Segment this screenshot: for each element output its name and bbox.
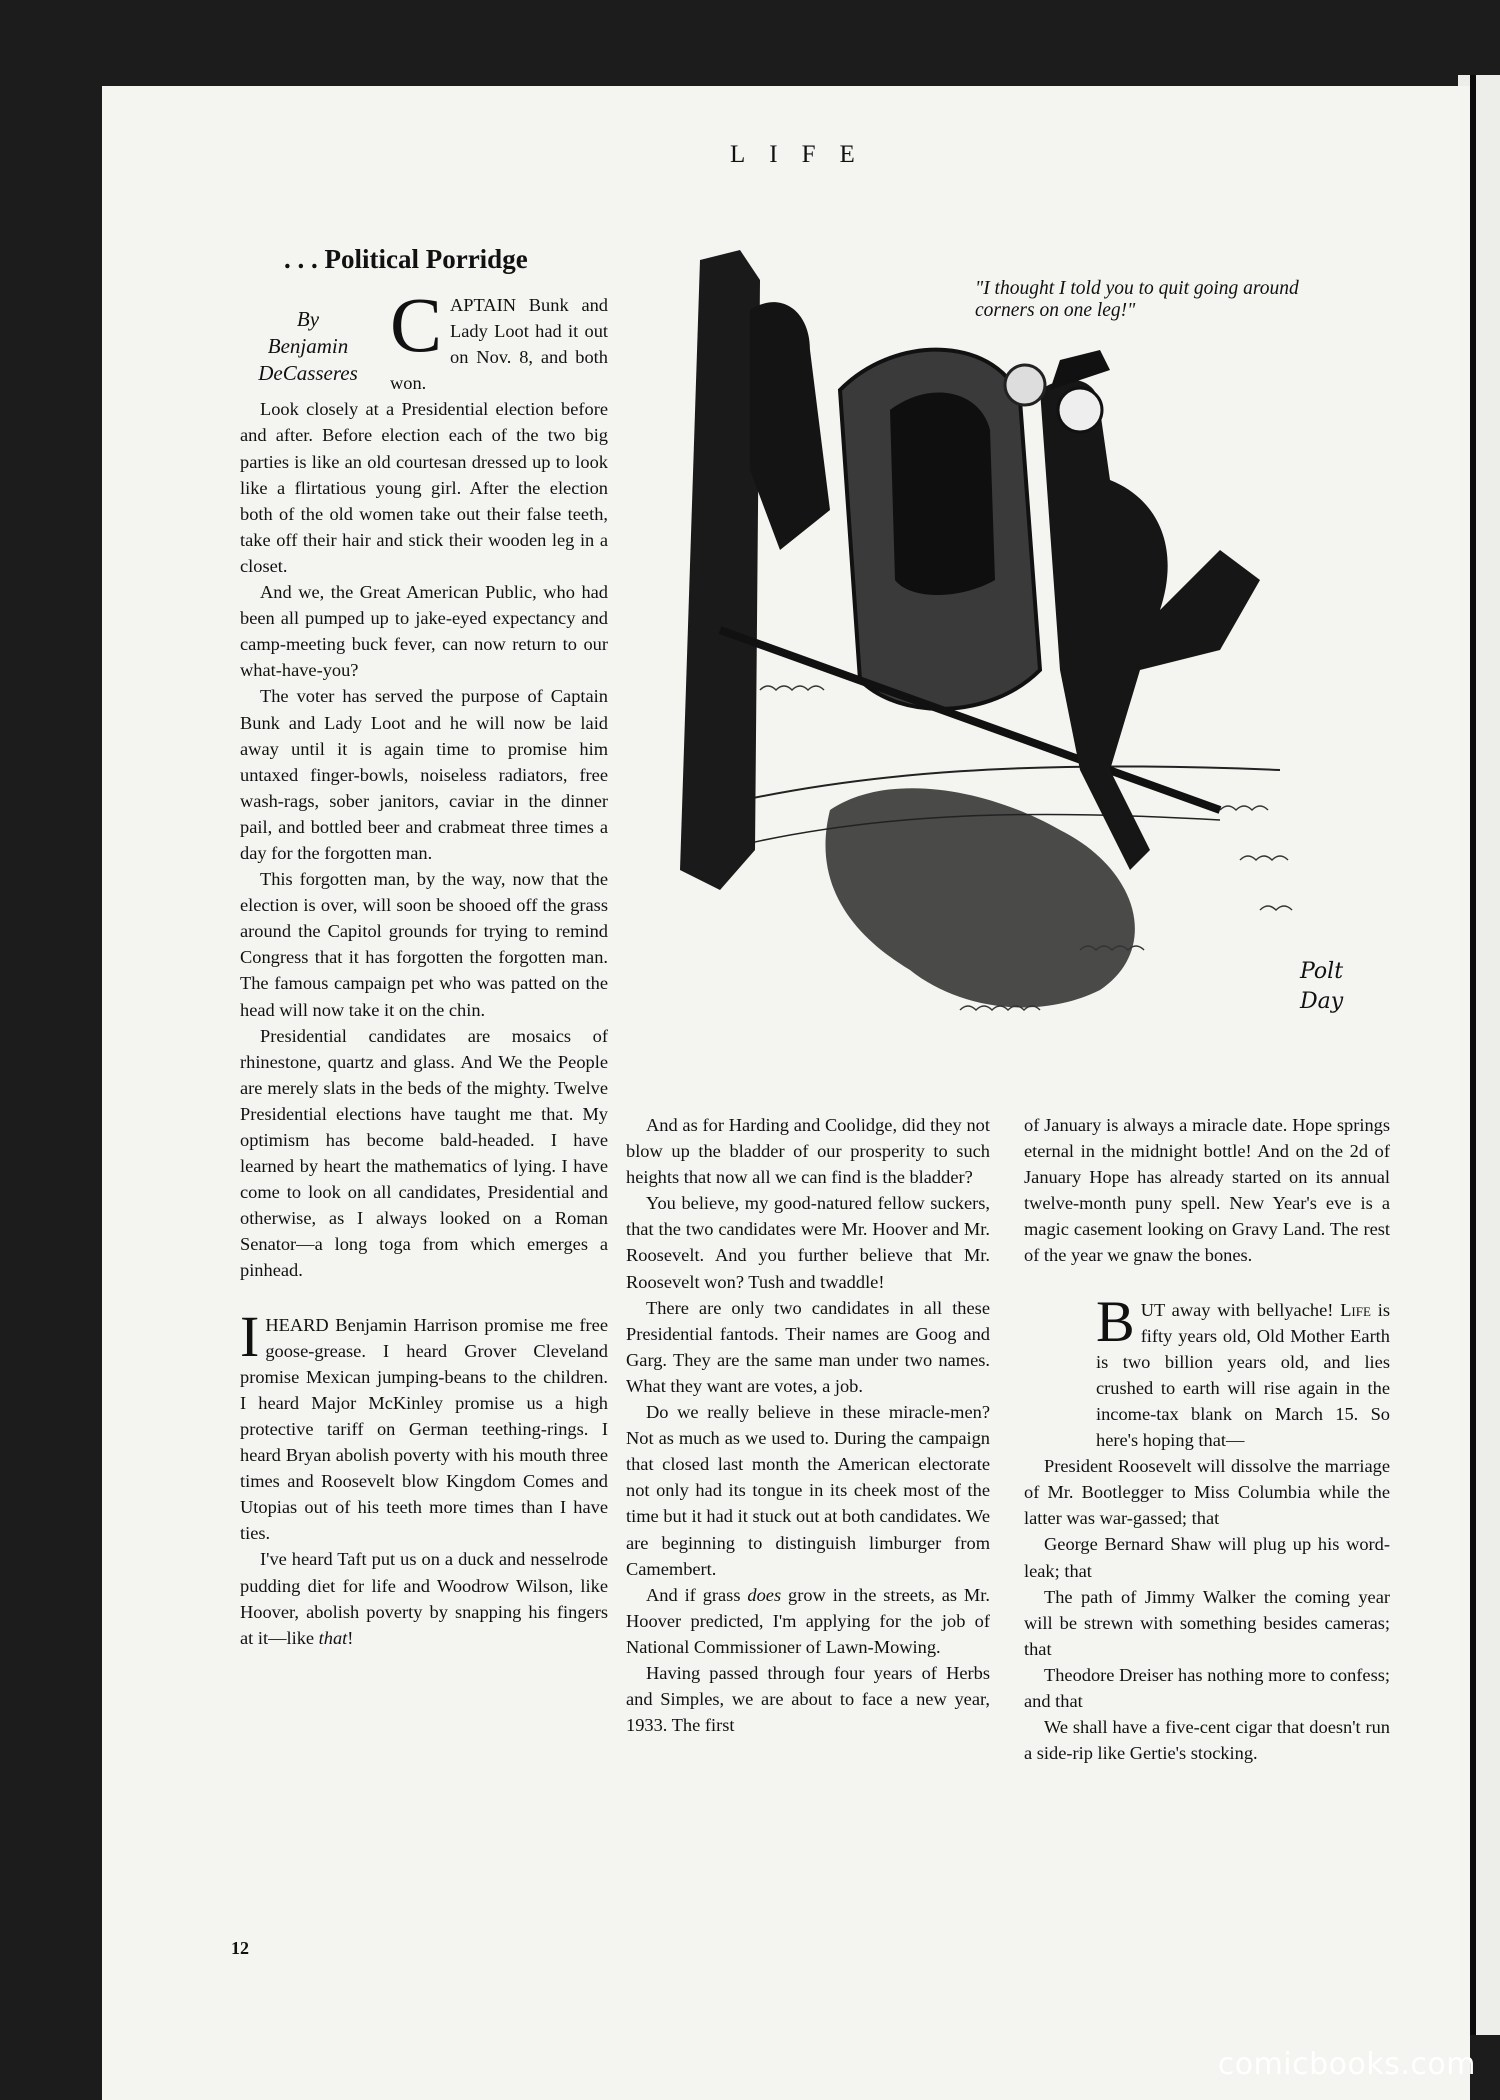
byline-last-name: DeCasseres [258,361,358,385]
cartoon-illustration [660,250,1350,1080]
page-number: 12 [231,1938,249,1958]
paragraph: Do we really believe in these miracle-men? Not as much as we used to. During the campaign that closed last month the American electorate not only had its tongue in its cheek most of the time but it had it stuck out at both candidates. We are beginning to distinguish limburger from Camembert. [626,1402,990,1579]
paragraph: President Roosevelt will dissolve the marriage of Mr. Bootlegger to Miss Columbia while the latter was war-gassed; that [1024,1456,1390,1529]
porter-head [1058,388,1102,432]
section-lead-paragraph: BUT away with bellyache! Life is fifty years old, Old Mother Earth is two billion years old, and lies crushed to earth will rise again in the income-tax blank on March 15. So here's hoping that— [1096,1288,1390,1451]
paragraph: I've heard Taft put us on a duck and nesselrode pudding diet for life and Woodrow Wilson, like Hoover, abolish poverty by snapping his fingers at it—like that! [240,1549,608,1648]
article-column-3 [1024,1112,1390,1766]
paragraph: Look closely at a Presidential election before and after. Before election each of the two big parties is like an old courtesan dressed up to look like a flirtatious young girl. After the election both of the old women take out their false teeth, take off their hair and stick their wooden leg in a closet. [240,399,608,576]
signature-line-2: Day [1300,989,1344,1014]
paragraph: You believe, my good-natured fellow suckers, that the two candidates were Mr. Hoover and Mr. Roosevelt. And you further believe that Mr. Roosevelt won? Tush and twaddle! [626,1193,990,1292]
lead-paragraph: CAPTAIN Bunk and Lady Loot had it out on Nov. 8, and both won. [390,281,608,394]
paragraph: There are only two candidates in all these Presidential fantods. Their names are Goog and Garg. They are the same man under two names. What they want are votes, a job. [626,1297,990,1396]
rear-porter-figure [750,302,830,550]
paragraph: And we, the Great American Public, who had been all pumped up to jake-eyed expectancy and camp-meeting buck fever, can now return to our what-have-you? [240,582,608,681]
passenger-face [1005,365,1045,405]
signature-line-1: Polt [1300,959,1344,984]
section-lead-paragraph: IHEARD Benjamin Harrison promise me free goose-grease. I heard Grover Cleveland promise Mexican jumping-beans to the children. I heard Major McKinley promise us a high protective tariff on German teething-rings. I heard Bryan abolish poverty with his mouth three times and Roosevelt blow Kingdom Comes and Utopias out of his teeth more times than I have ties. [240,1303,608,1544]
paragraph: We shall have a five-cent cigar that doesn't run a side-rip like Gertie's stocking. [1024,1717,1390,1764]
drop-cap: B [1096,1288,1135,1354]
page-gutter [1470,75,1476,2035]
paragraph: The path of Jimmy Walker the coming year will be strewn with something besides cameras; that [1024,1586,1390,1659]
paragraph: The voter has served the purpose of Captain Bunk and Lady Loot and he will now be laid away until it is again time to promise him untaxed finger-bowls, noiseless radiators, free wash-rags, sober janitors, caviar in the dinner pail, and bottled beer and crabmeat three times a day for the forgotten man. [240,686,608,863]
paragraph: And if grass does grow in the streets, as Mr. Hoover predicted, I'm applying for the job of National Commissioner of Lawn-Mowing. [626,1584,990,1657]
article-column-2 [626,1112,990,1738]
running-head: LIFE [730,141,879,168]
paragraph: This forgotten man, by the way, now that the election is over, will soon be shooed off the grass around the Capitol grounds for trying to remind Congress that it has forgotten the forgotten man. The famous campaign pet who was patted on the head will now take it on the chin. [240,869,608,1020]
article-title: . . . Political Porridge [284,244,528,274]
paragraph: Presidential candidates are mosaics of rhinestone, quartz and glass. And We the People are merely slats in the beds of the mighty. Twelve Presidential elections have taught me that. My optimism has become bald-headed. I have learned by heart the mathematics of lying. I have come to look on all candidates, Presidential and otherwise, as I always looked on a Roman Senator—a long toga from which emerges a pinhead. [240,1025,608,1281]
paragraph: Theodore Dreiser has nothing more to confess; and that [1024,1664,1390,1711]
paragraph: George Bernard Shaw will plug up his word-leak; that [1024,1534,1390,1581]
cartoon-caption: "I thought I told you to quit going around corners on one leg!" [975,278,1299,321]
byline-first-name: Benjamin [267,334,349,358]
site-watermark: comicbooks.com [1217,2047,1476,2082]
paragraph: of January is always a miracle date. Hope springs eternal in the midnight bottle! And on the 2d of January Hope has already started on its annual twelve-month puny spell. New Year's eve is a magic casement looking on Gravy Land. The rest of the year we gnaw the bones. [1024,1115,1390,1266]
sedan-chair-window [890,393,995,595]
paragraph: Having passed through four years of Herbs and Simples, we are about to face a new year, 1933. The first [626,1662,990,1736]
artist-signature [1299,959,1344,1014]
building-wall [680,250,760,890]
porter-figure [1040,380,1260,870]
paragraph: And as for Harding and Coolidge, did they not blow up the bladder of our prosperity to such heights that now all we can find is the bladder? [626,1115,990,1188]
carriage-shadow [825,788,1134,1007]
byline-by: By [296,307,320,331]
drop-cap: C [390,281,443,368]
article-column-1 [240,281,608,1651]
drop-cap: I [240,1303,260,1369]
